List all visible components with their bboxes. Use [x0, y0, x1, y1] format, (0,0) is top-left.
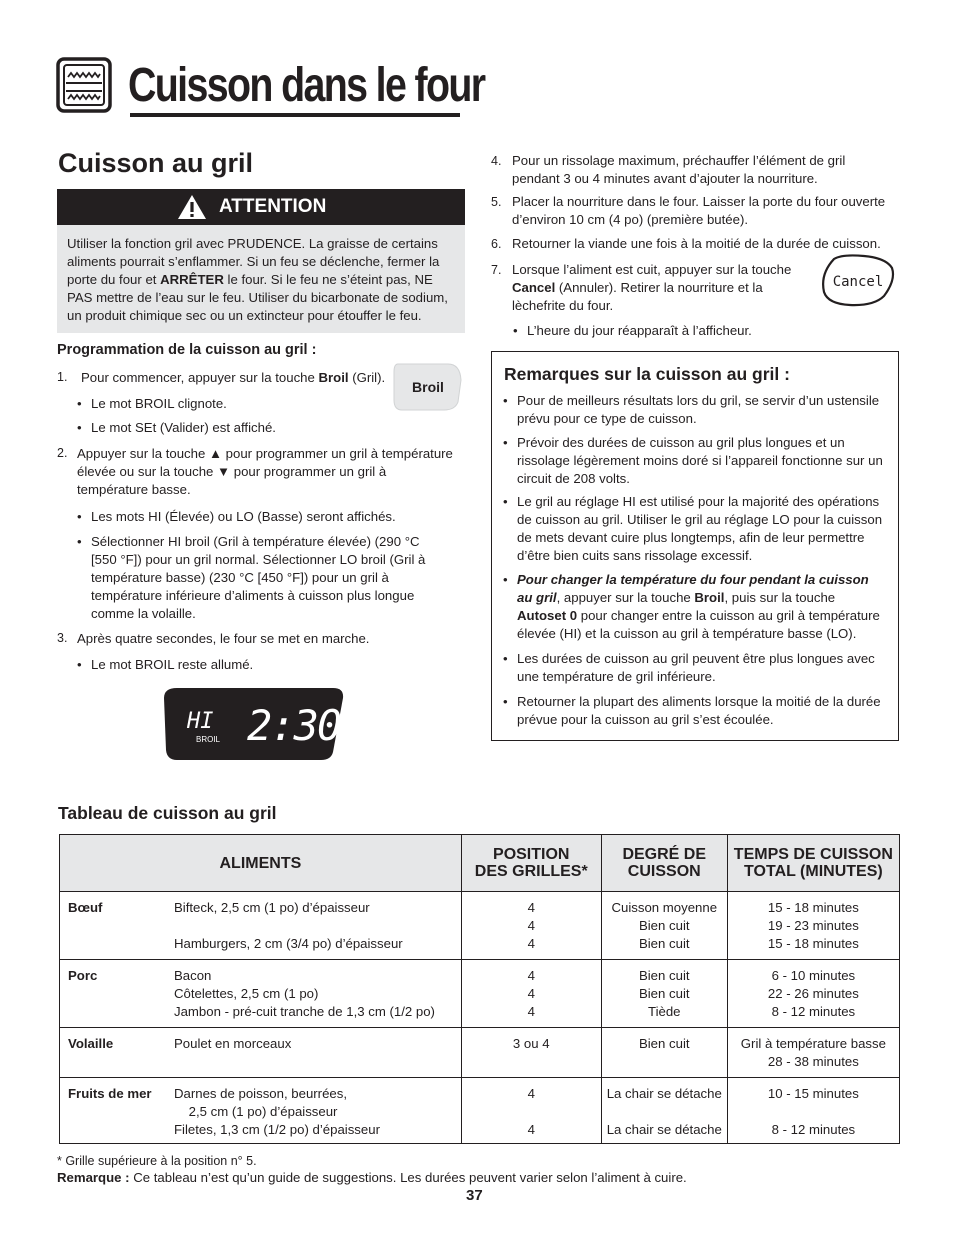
- text: pour changer entre la cuisson au gril à température: [577, 608, 880, 623]
- cell-line: Poulet en morceaux: [174, 1036, 292, 1051]
- cell-line: 19 - 23 minutes: [767, 918, 859, 933]
- note-item: [517, 434, 883, 488]
- attention-line: [67, 271, 456, 289]
- text: Pour commencer, appuyer sur la touche: [81, 370, 319, 385]
- text-line: pendant 3 ou 4 minutes avant d’ajouter la nourriture.: [512, 171, 818, 186]
- header-position: [461, 835, 601, 892]
- table-row: [60, 960, 900, 1028]
- emphasis: ARRÊTER: [160, 272, 224, 287]
- step-3-bullet: • Le mot BROIL reste allumé.: [91, 656, 253, 674]
- text: (Gril).: [348, 370, 386, 385]
- step-number: 6.: [491, 237, 502, 251]
- attention-line: aliments pourrait s’enflammer. Si un feu se déclenche, fermer la: [67, 254, 440, 269]
- step-1-text: [81, 369, 385, 387]
- attention-body: [57, 225, 465, 333]
- text-line: température inférieure d’aliments à cuisson plus longue: [91, 588, 415, 603]
- cancel-button-label: Cancel: [832, 274, 884, 290]
- cell-line: Côtelettes, 2,5 cm (1 po): [174, 986, 319, 1001]
- text-line: Placer la nourriture dans le four. Laisser la porte du four ouverte: [512, 194, 886, 209]
- attention-line: Utiliser la fonction gril avec PRUDENCE. La graisse de certains: [67, 236, 438, 251]
- text: Ce tableau n’est qu’un guide de suggestions. Les durées peuvent varier selon l’aliment à cuire.: [129, 1170, 687, 1185]
- text: , appuyer sur la touche: [556, 590, 695, 605]
- cell-line: Jambon - pré-cuit tranche de 1,3 cm (1/2 po): [174, 1004, 435, 1019]
- header-line: TOTAL (MINUTES): [744, 863, 883, 880]
- header-time: [727, 835, 899, 892]
- text-line: lèchefrite du four.: [512, 298, 614, 313]
- cell-line: 4: [527, 1122, 535, 1137]
- step-7-text: [512, 261, 791, 315]
- text-line: Pour un rissolage maximum, préchauffer l’élément de gril: [512, 153, 846, 168]
- emphasis: Cancel: [512, 280, 556, 295]
- cell-line: [602, 1103, 727, 1121]
- note-item: [517, 493, 882, 565]
- cell-line: 8 - 12 minutes: [771, 1122, 856, 1137]
- cell-doneness: [601, 1078, 727, 1144]
- note-item: [517, 693, 881, 729]
- text: le four. Si le feu ne s’éteint pas, NE: [223, 272, 433, 287]
- cell-foods: [166, 1078, 461, 1144]
- emphasis: Broil: [318, 370, 349, 385]
- header-line: POSITION: [493, 846, 570, 863]
- header-doneness: [601, 835, 727, 892]
- table-row: [60, 1078, 900, 1144]
- cell-line: Tiède: [648, 1004, 681, 1019]
- cell-line: 22 - 26 minutes: [767, 986, 859, 1001]
- header-line: DEGRÉ DE: [622, 846, 707, 863]
- text-line: d’être bien cuits sans rissolage excessif.: [517, 548, 753, 563]
- note-item: [517, 650, 875, 686]
- display-time: 2:30: [247, 701, 341, 750]
- step-2-bullet: [91, 533, 425, 623]
- cell-line: 3 ou 4: [512, 1036, 550, 1051]
- attention-line: un produit chimique sec ou un extincteur pour étouffer le feu.: [67, 308, 422, 323]
- cell-line: [174, 917, 461, 935]
- broil-button-label: Broil: [412, 379, 444, 395]
- text-line: • Retourner la plupart des aliments lorsque la moitié de la durée: [517, 694, 881, 709]
- step-number: 1.: [57, 370, 68, 384]
- note-item: [517, 392, 879, 428]
- cell-line: Hamburgers, 2 cm (3/4 po) d’épaisseur: [174, 936, 403, 951]
- step-number: 5.: [491, 195, 502, 209]
- attention-label: ATTENTION: [219, 196, 327, 217]
- table-row: [60, 892, 900, 960]
- cell-line: 8 - 12 minutes: [771, 1004, 856, 1019]
- emphasis: Broil: [694, 590, 725, 605]
- cell-position: [461, 892, 601, 960]
- step-5-text: [512, 193, 885, 229]
- text-line: température basse.: [77, 482, 191, 497]
- emphasis: Autoset 0: [517, 608, 578, 623]
- table-title: Tableau de cuisson au gril: [58, 803, 277, 823]
- cell-category: Porc: [60, 960, 167, 1028]
- cell-line: [602, 1053, 727, 1071]
- note-item: [517, 571, 880, 643]
- text-line: • Pour de meilleurs résultats lors du gril, se servir d’un ustensile: [517, 393, 880, 408]
- text: (Annuler). Retirer la nourriture et la: [555, 280, 763, 295]
- step-2-text: [77, 445, 453, 499]
- cell-time: [727, 1078, 899, 1144]
- cancel-button[interactable]: [820, 254, 896, 308]
- cell-line: 28 - 38 minutes: [767, 1054, 859, 1069]
- cell-foods: [166, 1028, 461, 1078]
- section-title: Cuisson au gril: [58, 148, 254, 178]
- step-4-text: [512, 152, 845, 188]
- notes-box: [491, 351, 899, 741]
- notes-heading: Remarques sur la cuisson au gril :: [504, 364, 790, 384]
- text-line: • Prévoir des durées de cuisson au gril plus longues et un: [517, 435, 845, 450]
- cell-line: Cuisson moyenne: [611, 900, 718, 915]
- cell-doneness: [601, 1028, 727, 1078]
- text-line: [512, 279, 791, 297]
- cell-line: 15 - 18 minutes: [767, 936, 859, 951]
- step-3-text: Après quatre secondes, le four se met en marche.: [77, 631, 370, 646]
- step-6-text: Retourner la viande une fois à la moitié de la durée de cuisson.: [512, 236, 881, 251]
- title-underline: [130, 113, 460, 117]
- cell-line: [174, 1053, 461, 1071]
- text-line: prévu pour ce type de cuisson.: [517, 411, 697, 426]
- cell-line: 4: [527, 968, 535, 983]
- text-line: • Les durées de cuisson au gril peuvent être plus longues avec: [517, 651, 875, 666]
- text-line: Lorsque l’aliment est cuit, appuyer sur la touche: [512, 262, 792, 277]
- cell-line: Bacon: [174, 968, 212, 983]
- step-7-bullet: • L’heure du jour réapparaît à l’afficheur.: [527, 322, 752, 340]
- page-title: Cuisson dans le four: [128, 59, 485, 112]
- attention-bar: [57, 189, 465, 225]
- text-line: de mets devant cuire plus longtemps, afin de leur permettre: [517, 530, 865, 545]
- step-number: 7.: [491, 263, 502, 277]
- text-line: une température de gril inférieure.: [517, 669, 716, 684]
- emphasis: Remarque :: [57, 1170, 130, 1185]
- cell-position: [461, 1078, 601, 1144]
- broiling-table: [59, 834, 900, 1144]
- cell-line: Bien cuit: [638, 936, 690, 951]
- cell-foods: [166, 892, 461, 960]
- cell-line: La chair se détache: [606, 1122, 722, 1137]
- emphasis: au gril: [517, 590, 557, 605]
- cell-line: 4: [527, 936, 535, 951]
- cell-time: [727, 1028, 899, 1078]
- cell-line: Bifteck, 2,5 cm (1 po) d’épaisseur: [174, 900, 370, 915]
- text-line: élevée ou sur la touche ▼ pour programmer un gril à: [77, 464, 387, 479]
- cell-line: [728, 1103, 899, 1121]
- cell-line: [462, 1103, 601, 1121]
- cell-line: 2,5 cm (1 po) d’épaisseur: [174, 1104, 338, 1119]
- page-number: 37: [466, 1187, 483, 1204]
- cell-doneness: [601, 960, 727, 1028]
- text-line: Appuyer sur la touche ▲ pour programmer un gril à température: [77, 446, 453, 461]
- text: , puis sur la touche: [724, 590, 836, 605]
- step-number: 2.: [57, 446, 68, 460]
- cell-doneness: [601, 892, 727, 960]
- oven-display: [163, 686, 345, 762]
- programming-heading: Programmation de la cuisson au gril :: [57, 342, 317, 358]
- cell-line: La chair se détache: [606, 1086, 722, 1101]
- cell-line: 15 - 18 minutes: [767, 900, 859, 915]
- cell-line: 4: [527, 1086, 535, 1101]
- text-line: température basse) (230 °C [450 °F]) pour un gril à: [91, 570, 389, 585]
- text-line: d’environ 10 cm (4 po) (première butée).: [512, 212, 749, 227]
- cell-foods: [166, 960, 461, 1028]
- oven-icon: [56, 57, 112, 113]
- cell-line: 4: [527, 918, 535, 933]
- footnote-remark: [57, 1170, 687, 1185]
- cell-category: Fruits de mer: [60, 1078, 167, 1144]
- header-foods: ALIMENTS: [60, 835, 462, 892]
- attention-line: PAS mettre de l’eau sur le feu. Utiliser du bicarbonate de sodium,: [67, 290, 448, 305]
- text-line: • Pour changer la température du four pendant la cuisson: [517, 572, 869, 587]
- cell-position: [461, 960, 601, 1028]
- cell-line: Darnes de poisson, beurrées,: [174, 1086, 348, 1101]
- step-number: 4.: [491, 154, 502, 168]
- text-line: de cuisson au gril. Utiliser le gril au réglage LO pour la cuisson: [517, 512, 883, 527]
- step-1-bullet: • Le mot BROIL clignote.: [91, 395, 227, 413]
- cell-line: Bien cuit: [638, 918, 690, 933]
- cell-line: Bien cuit: [638, 986, 690, 1001]
- display-label: BROIL: [196, 735, 221, 744]
- text-line: élevée (HI) et la cuisson au gril à température basse (LO).: [517, 626, 857, 641]
- cell-line: Filetes, 1,3 cm (1/2 po) d’épaisseur: [174, 1122, 380, 1137]
- cell-category: Bœuf: [60, 892, 167, 960]
- header-line: CUISSON: [627, 863, 701, 880]
- step-1-bullet: • Le mot SEt (Valider) est affiché.: [91, 419, 276, 437]
- cell-line: 10 - 15 minutes: [767, 1086, 859, 1101]
- text-line: circuit de 208 volts.: [517, 471, 630, 486]
- text-line: comme la volaille.: [91, 606, 196, 621]
- step-number: 3.: [57, 631, 68, 645]
- warning-icon: [177, 194, 207, 220]
- cell-position: [461, 1028, 601, 1078]
- header-line: TEMPS DE CUISSON: [733, 846, 893, 863]
- footnote-star: * Grille supérieure à la position n° 5.: [57, 1154, 257, 1168]
- text-line: • Le gril au réglage HI est utilisé pour la majorité des opérations: [517, 494, 880, 509]
- text-line: rissolage légèrement moins doré si l’appareil fonctionne sur un: [517, 453, 883, 468]
- display-mode: HI: [187, 709, 214, 734]
- cell-line: 4: [527, 986, 535, 1001]
- text-line: [517, 607, 880, 625]
- header-line: DES GRILLES*: [474, 863, 588, 880]
- text-line: prévue pour la cuisson au gril s’est écoulée.: [517, 712, 774, 727]
- cell-line: 6 - 10 minutes: [771, 968, 856, 983]
- text-line: • Sélectionner HI broil (Gril à température élevée) (290 °C: [91, 534, 420, 549]
- cell-line: Gril à température basse: [740, 1036, 886, 1051]
- cell-line: Bien cuit: [638, 968, 690, 983]
- cell-time: [727, 892, 899, 960]
- text: porte du four et: [67, 272, 161, 287]
- cell-category: Volaille: [60, 1028, 167, 1078]
- table-header-row: [60, 835, 900, 892]
- cell-time: [727, 960, 899, 1028]
- cell-line: Bien cuit: [638, 1036, 690, 1051]
- cell-line: 4: [527, 1004, 535, 1019]
- cell-line: [462, 1053, 601, 1071]
- step-2-bullet: • Les mots HI (Élevée) ou LO (Basse) seront affichés.: [91, 508, 396, 526]
- text-line: [550 °F]) pour un gril normal. Sélectionner LO broil (Gril à: [91, 552, 426, 567]
- text-line: [517, 589, 880, 607]
- broil-button[interactable]: [392, 362, 462, 412]
- cell-line: 4: [527, 900, 535, 915]
- table-row: [60, 1028, 900, 1078]
